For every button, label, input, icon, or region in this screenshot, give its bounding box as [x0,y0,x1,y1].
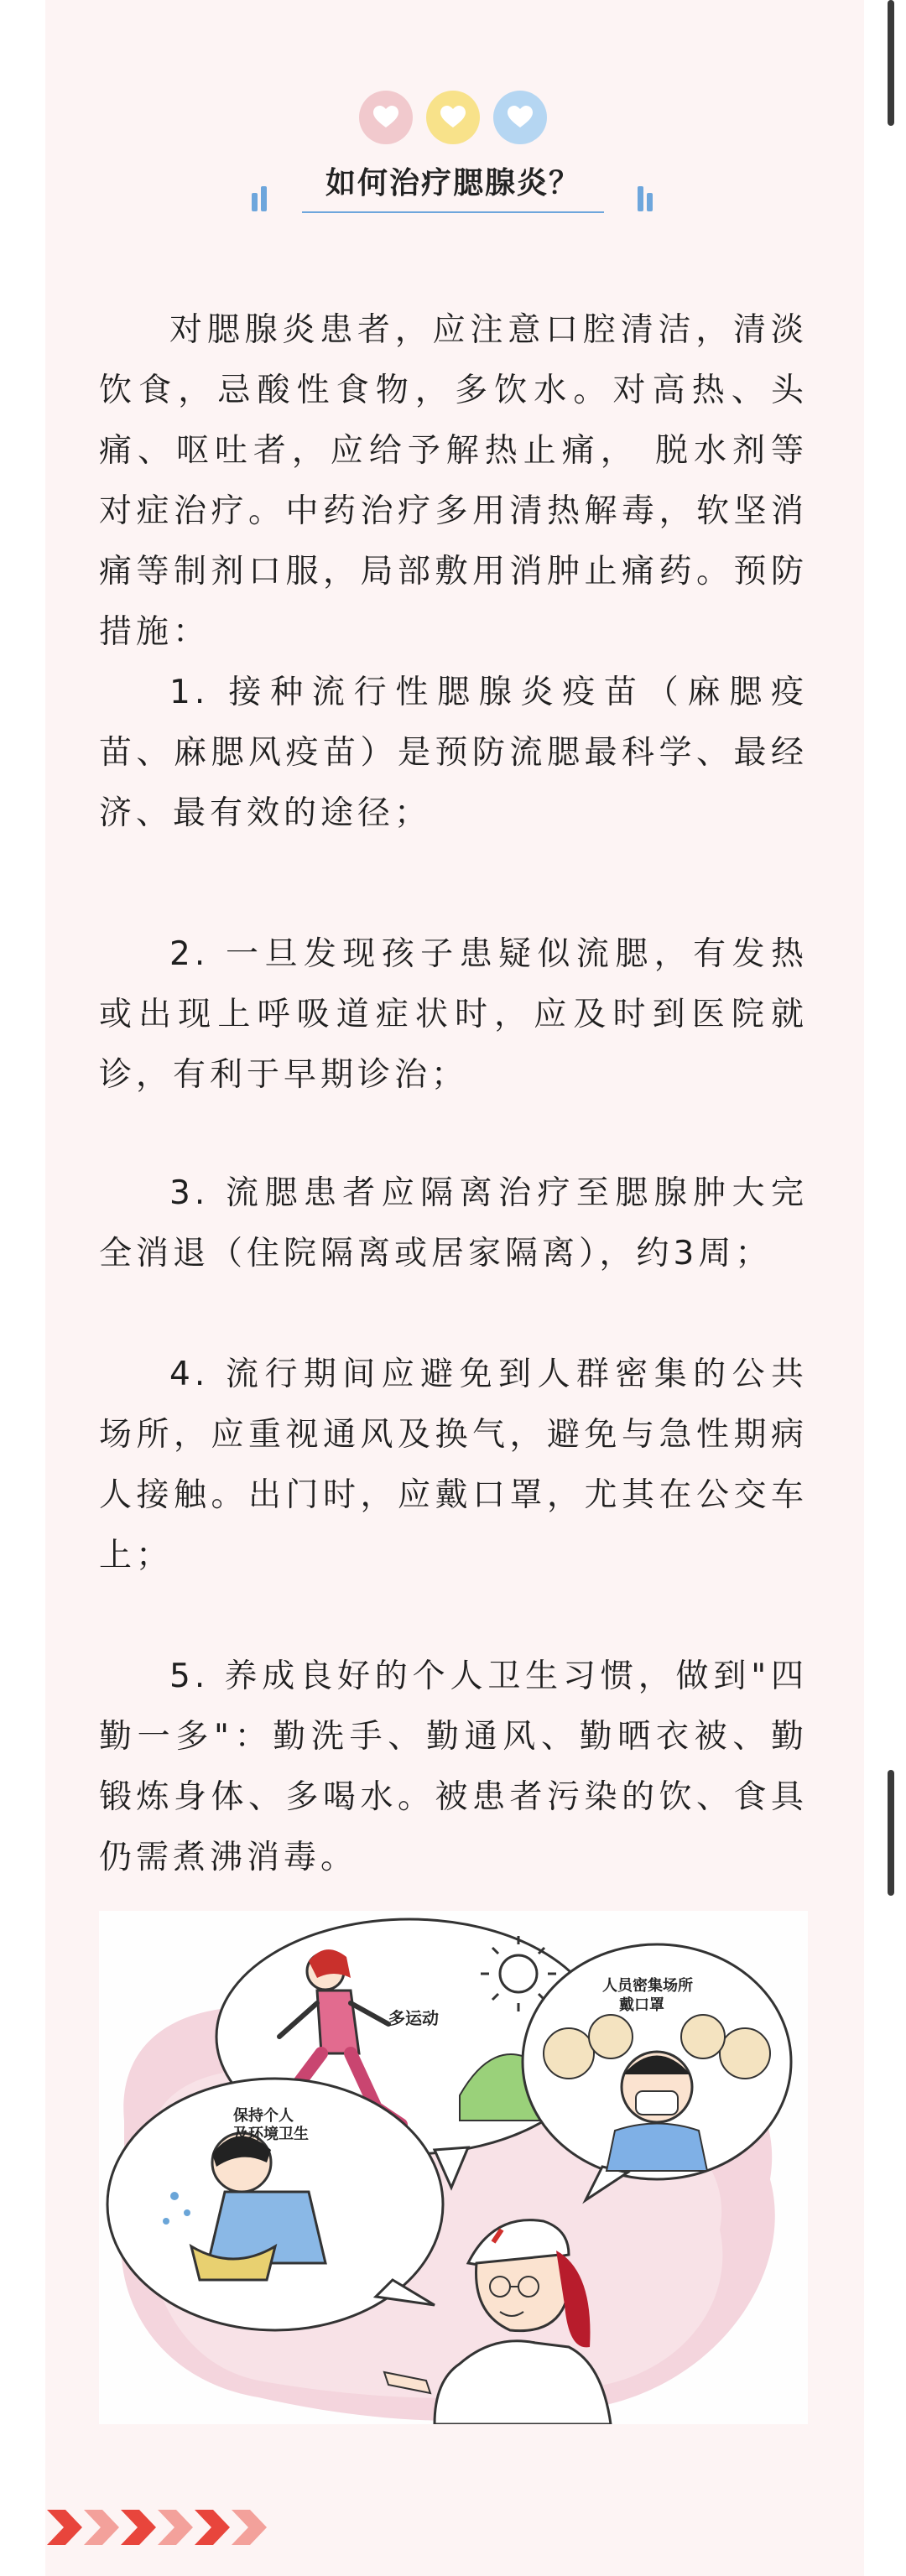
article-body [99,924,808,1106]
list-item: 1. 接种流行性腮腺炎疫苗（麻腮疫苗、麻腮风疫苗）是预防流腮最科学、最经济、最有效的途径； [99,674,808,832]
list-item: 4. 流行期间应避免到人群密集的公共场所，应重视通风及换气，避免与急性期病人接触。出门时，应戴口罩，尤其在公交车上； [99,1356,808,1574]
arrows-decoration [45,2506,297,2548]
paragraph: 对腮腺炎患者，应注意口腔清洁，清淡饮食，忌酸性食物，多饮水。对高热、头痛、呕吐者，应给予解热止痛， 脱水剂等对症治疗。中药治疗多用清热解毒，软坚消痛等制剂口服，局部敷用消肿止痛药。预防措施： [99,311,808,651]
illustration-svg [99,1911,808,2424]
bubble-environment-label: 及环境卫生 [233,2126,309,2142]
hearts-decoration [0,91,906,151]
bubble-hygiene-label: 保持个人 [233,2107,294,2124]
bubble-exercise-label: 多运动 [388,2010,439,2028]
bar-decoration [261,186,267,211]
bubble-mask-label: 戴口罩 [619,1996,664,2013]
article-body [99,1647,808,1888]
list-item: 3. 流腮患者应隔离治疗至腮腺肿大完全消退（住院隔离或居家隔离），约3周； [99,1174,808,1272]
heart-icon [493,91,547,144]
section-header [0,151,906,226]
article-body [99,1163,808,1284]
bar-decoration [647,193,653,211]
title-underline [302,211,604,213]
speech-bubble-hygiene [107,2079,443,2330]
article-body [99,300,808,844]
bar-decoration [252,193,258,211]
heart-icon [359,91,413,144]
scrollbar-thumb[interactable] [888,1770,894,1896]
list-item: 5. 养成良好的个人卫生习惯，做到"四勤一多"：勤洗手、勤通风、勤晒衣被、勤锻炼身体、多喝水。被患者污染的饮、食具仍需煮沸消毒。 [99,1657,808,1876]
page-title: 如何治疗腮腺炎？ [325,166,581,200]
article-body [99,1345,808,1586]
cartoon-illustration [99,1911,808,2424]
bar-decoration [638,186,643,211]
bubble-crowd-label: 人员密集场所 [602,1977,693,1994]
heart-icon [426,91,480,144]
list-item: 2. 一旦发现孩子患疑似流腮，有发热或出现上呼吸道症状时，应及时到医院就诊，有利于早期诊治； [99,935,808,1094]
